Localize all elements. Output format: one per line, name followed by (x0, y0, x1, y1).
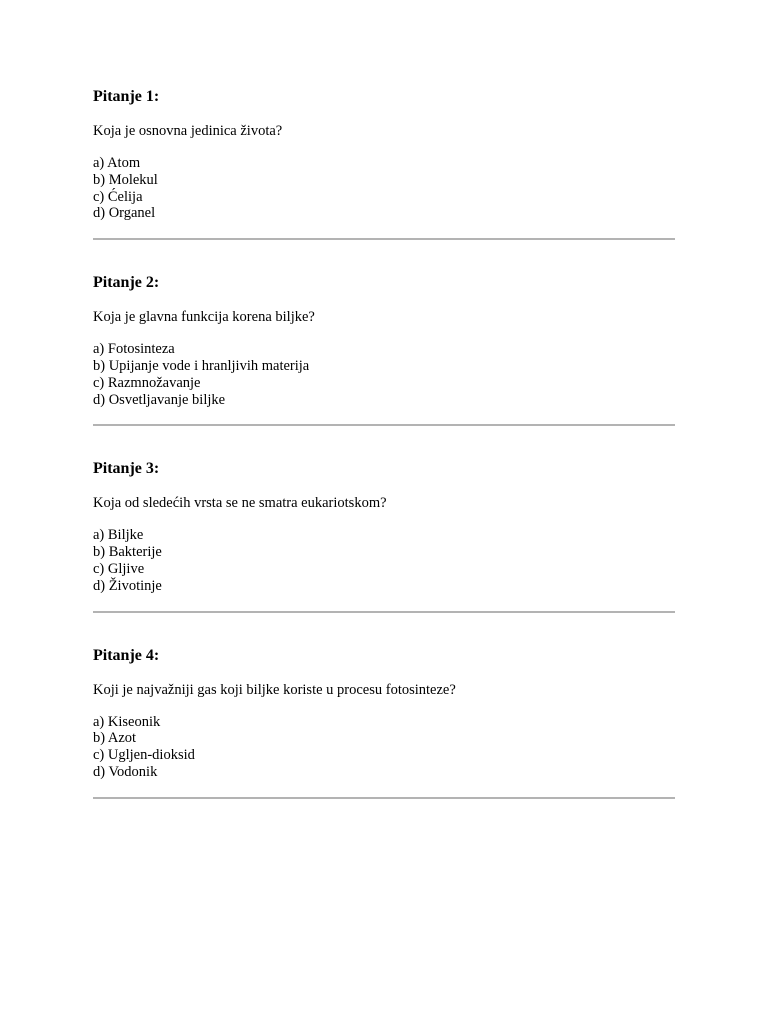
question-divider (93, 611, 675, 613)
answer-option-d: d) Organel (93, 205, 156, 222)
answer-option-a: a) Fotosinteza (93, 341, 175, 358)
answer-option-d: d) Životinje (93, 577, 162, 594)
question-divider (93, 797, 675, 799)
answer-option-b: b) Azot (93, 730, 137, 747)
answer-option-a: a) Atom (93, 155, 141, 171)
question-divider (93, 424, 675, 426)
answer-option-d: d) Vodonik (93, 763, 158, 780)
question-text: Koja od sledećih vrsta se ne smatra eukariotskom? (93, 495, 387, 512)
question-3 (93, 458, 675, 612)
question-title: Pitanje 4: (93, 646, 160, 664)
question-text: Koja je glavna funkcija korena biljke? (93, 309, 315, 326)
answer-option-c: c) Gljive (93, 560, 145, 577)
answer-options (93, 341, 675, 408)
question-divider (93, 238, 675, 240)
answer-option-b: b) Molekul (93, 171, 158, 188)
question-text: Koji je najvažniji gas koji biljke koriste u procesu fotosinteze? (93, 681, 456, 698)
answer-option-c: c) Ugljen-dioksid (93, 747, 195, 764)
question-1 (93, 86, 675, 240)
quiz-document (93, 86, 675, 831)
answer-option-a: a) Kiseonik (93, 713, 161, 730)
answer-option-b: b) Bakterije (93, 544, 162, 561)
answer-options (93, 714, 675, 781)
answer-option-a: a) Biljke (93, 527, 144, 544)
question-2 (93, 272, 675, 426)
answer-option-b: b) Upijanje vode i hranljivih materija (93, 357, 310, 374)
question-title: Pitanje 2: (93, 274, 160, 292)
answer-option-c: c) Ćelija (93, 188, 143, 205)
answer-option-d: d) Osvetljavanje biljke (93, 391, 226, 408)
question-title: Pitanje 1: (93, 88, 160, 105)
answer-options (93, 527, 675, 594)
question-text: Koja je osnovna jedinica života? (93, 123, 283, 139)
question-title: Pitanje 3: (93, 460, 160, 478)
question-4 (93, 645, 675, 799)
answer-option-c: c) Razmnožavanje (93, 374, 201, 391)
answer-options (93, 155, 675, 222)
